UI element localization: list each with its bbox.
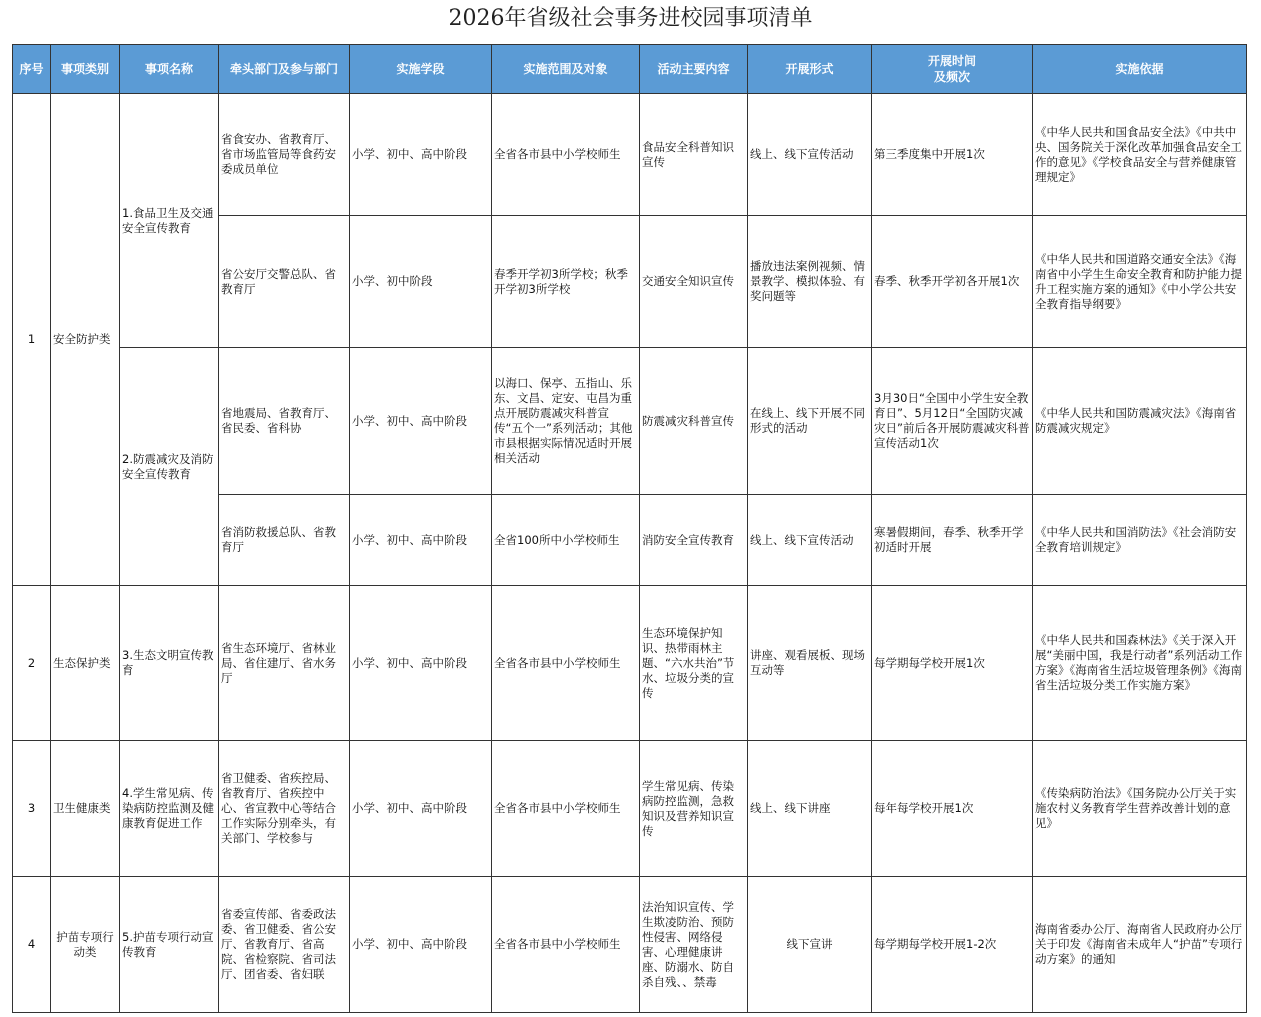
dept-cell: 省消防救援总队、省教育厅 bbox=[219, 495, 350, 586]
header-seq: 序号 bbox=[13, 45, 51, 94]
category-cell: 卫生健康类 bbox=[51, 741, 120, 877]
seq-cell: 2 bbox=[13, 586, 51, 741]
basis-cell: 《中华人民共和国食品安全法》《中共中央、国务院关于深化改革加强食品安全工作的意见》《学校食品安全与营养健康管理规定》 bbox=[1033, 94, 1247, 216]
form-cell: 播放违法案例视频、情景教学、模拟体验、有奖问题等 bbox=[748, 216, 872, 348]
basis-cell: 《中华人民共和国消防法》《社会消防安全教育培训规定》 bbox=[1033, 495, 1247, 586]
header-stage: 实施学段 bbox=[350, 45, 492, 94]
category-cell: 生态保护类 bbox=[51, 586, 120, 741]
header-basis: 实施依据 bbox=[1033, 45, 1247, 94]
content-cell: 交通安全知识宣传 bbox=[640, 216, 748, 348]
form-cell: 线上、线下宣传活动 bbox=[748, 94, 872, 216]
category-cell: 安全防护类 bbox=[51, 94, 120, 586]
dept-cell: 省地震局、省教育厅、省民委、省科协 bbox=[219, 348, 350, 495]
basis-cell: 《中华人民共和国森林法》《关于深入开展“美丽中国，我是行动者”系列活动工作方案》《海南省生活垃圾管理条例》《海南省生活垃圾分类工作实施方案》 bbox=[1033, 586, 1247, 741]
header-dept: 牵头部门及参与部门 bbox=[219, 45, 350, 94]
basis-cell: 《传染病防治法》《国务院办公厅关于实施农村义务教育学生营养改善计划的意见》 bbox=[1033, 741, 1247, 877]
scope-cell: 春季开学初3所学校；秋季开学初3所学校 bbox=[492, 216, 640, 348]
dept-cell: 省公安厅交警总队、省教育厅 bbox=[219, 216, 350, 348]
item-name-cell: 2.防震减灾及消防安全宣传教育 bbox=[120, 348, 219, 586]
matter-list-table bbox=[12, 44, 1247, 1013]
basis-cell: 《中华人民共和国道路交通安全法》《海南省中小学生生命安全教育和防护能力提升工程实施方案的通知》《中小学公共安全教育指导纲要》 bbox=[1033, 216, 1247, 348]
dept-cell: 省生态环境厅、省林业局、省住建厅、省水务厅 bbox=[219, 586, 350, 741]
form-cell: 线上、线下宣传活动 bbox=[748, 495, 872, 586]
table-row bbox=[13, 348, 1247, 495]
stage-cell: 小学、初中、高中阶段 bbox=[350, 877, 492, 1013]
page-title: 2026年省级社会事务进校园事项清单 bbox=[448, 6, 813, 31]
item-name-cell: 3.生态文明宣传教育 bbox=[120, 586, 219, 741]
stage-cell: 小学、初中、高中阶段 bbox=[350, 495, 492, 586]
table-row bbox=[13, 741, 1247, 877]
time-cell: 每年每学校开展1次 bbox=[872, 741, 1033, 877]
content-cell: 食品安全科普知识宣传 bbox=[640, 94, 748, 216]
header-time: 开展时间 及频次 bbox=[872, 45, 1033, 94]
time-cell: 3月30日“全国中小学生安全教育日”、5月12日“全国防灾减灾日”前后各开展防震减灾科普宣传活动1次 bbox=[872, 348, 1033, 495]
seq-cell: 1 bbox=[13, 94, 51, 586]
scope-cell: 以海口、保亭、五指山、乐东、文昌、定安、屯昌为重点开展防震减灾科普宣传“五个一”系列活动；其他市县根据实际情况适时开展相关活动 bbox=[492, 348, 640, 495]
form-cell: 线下宣讲 bbox=[748, 877, 872, 1013]
scope-cell: 全省各市县中小学校师生 bbox=[492, 741, 640, 877]
item-name-cell: 4.学生常见病、传染病防控监测及健康教育促进工作 bbox=[120, 741, 219, 877]
header-name: 事项名称 bbox=[120, 45, 219, 94]
time-cell: 每学期每学校开展1次 bbox=[872, 586, 1033, 741]
scope-cell: 全省各市县中小学校师生 bbox=[492, 877, 640, 1013]
content-cell: 生态环境保护知识、热带雨林主题、“六水共治”节水、垃圾分类的宣传 bbox=[640, 586, 748, 741]
dept-cell: 省卫健委、省疾控局、省教育厅、省疾控中心、省宣教中心等结合工作实际分别牵头，有关部门、学校参与 bbox=[219, 741, 350, 877]
header-scope: 实施范围及对象 bbox=[492, 45, 640, 94]
form-cell: 线上、线下讲座 bbox=[748, 741, 872, 877]
table-row bbox=[13, 877, 1247, 1013]
content-cell: 学生常见病、传染病防控监测，急救知识及营养知识宣传 bbox=[640, 741, 748, 877]
form-cell: 讲座、观看展板、现场互动等 bbox=[748, 586, 872, 741]
form-cell: 在线上、线下开展不同形式的活动 bbox=[748, 348, 872, 495]
table-row bbox=[13, 94, 1247, 216]
content-cell: 防震减灾科普宣传 bbox=[640, 348, 748, 495]
dept-cell: 省委宣传部、省委政法委、省卫健委、省公安厅、省教育厅、省高院、省检察院、省司法厅、团省委、省妇联 bbox=[219, 877, 350, 1013]
time-cell: 春季、秋季开学初各开展1次 bbox=[872, 216, 1033, 348]
dept-cell: 省食安办、省教育厅、省市场监管局等食药安委成员单位 bbox=[219, 94, 350, 216]
category-cell: 护苗专项行动类 bbox=[51, 877, 120, 1013]
item-name-cell: 1.食品卫生及交通安全宣传教育 bbox=[120, 94, 219, 348]
table-row bbox=[13, 586, 1247, 741]
stage-cell: 小学、初中阶段 bbox=[350, 216, 492, 348]
content-cell: 法治知识宣传、学生欺凌防治、预防性侵害、网络侵害、心理健康讲座、防溺水、防自杀自残、、禁毒 bbox=[640, 877, 748, 1013]
scope-cell: 全省各市县中小学校师生 bbox=[492, 94, 640, 216]
header-content: 活动主要内容 bbox=[640, 45, 748, 94]
stage-cell: 小学、初中、高中阶段 bbox=[350, 94, 492, 216]
basis-cell: 《中华人民共和国防震减灾法》《海南省防震减灾规定》 bbox=[1033, 348, 1247, 495]
stage-cell: 小学、初中、高中阶段 bbox=[350, 348, 492, 495]
scope-cell: 全省100所中小学校师生 bbox=[492, 495, 640, 586]
seq-cell: 4 bbox=[13, 877, 51, 1013]
table-header-row bbox=[13, 45, 1247, 94]
item-name-cell: 5.护苗专项行动宣传教育 bbox=[120, 877, 219, 1013]
time-cell: 寒暑假期间，春季、秋季开学初适时开展 bbox=[872, 495, 1033, 586]
time-cell: 每学期每学校开展1-2次 bbox=[872, 877, 1033, 1013]
stage-cell: 小学、初中、高中阶段 bbox=[350, 741, 492, 877]
content-cell: 消防安全宣传教育 bbox=[640, 495, 748, 586]
seq-cell: 3 bbox=[13, 741, 51, 877]
scope-cell: 全省各市县中小学校师生 bbox=[492, 586, 640, 741]
basis-cell: 海南省委办公厅、海南省人民政府办公厅关于印发《海南省未成年人“护苗”专项行动方案》的通知 bbox=[1033, 877, 1247, 1013]
header-form: 开展形式 bbox=[748, 45, 872, 94]
time-cell: 第三季度集中开展1次 bbox=[872, 94, 1033, 216]
header-category: 事项类别 bbox=[51, 45, 120, 94]
stage-cell: 小学、初中、高中阶段 bbox=[350, 586, 492, 741]
